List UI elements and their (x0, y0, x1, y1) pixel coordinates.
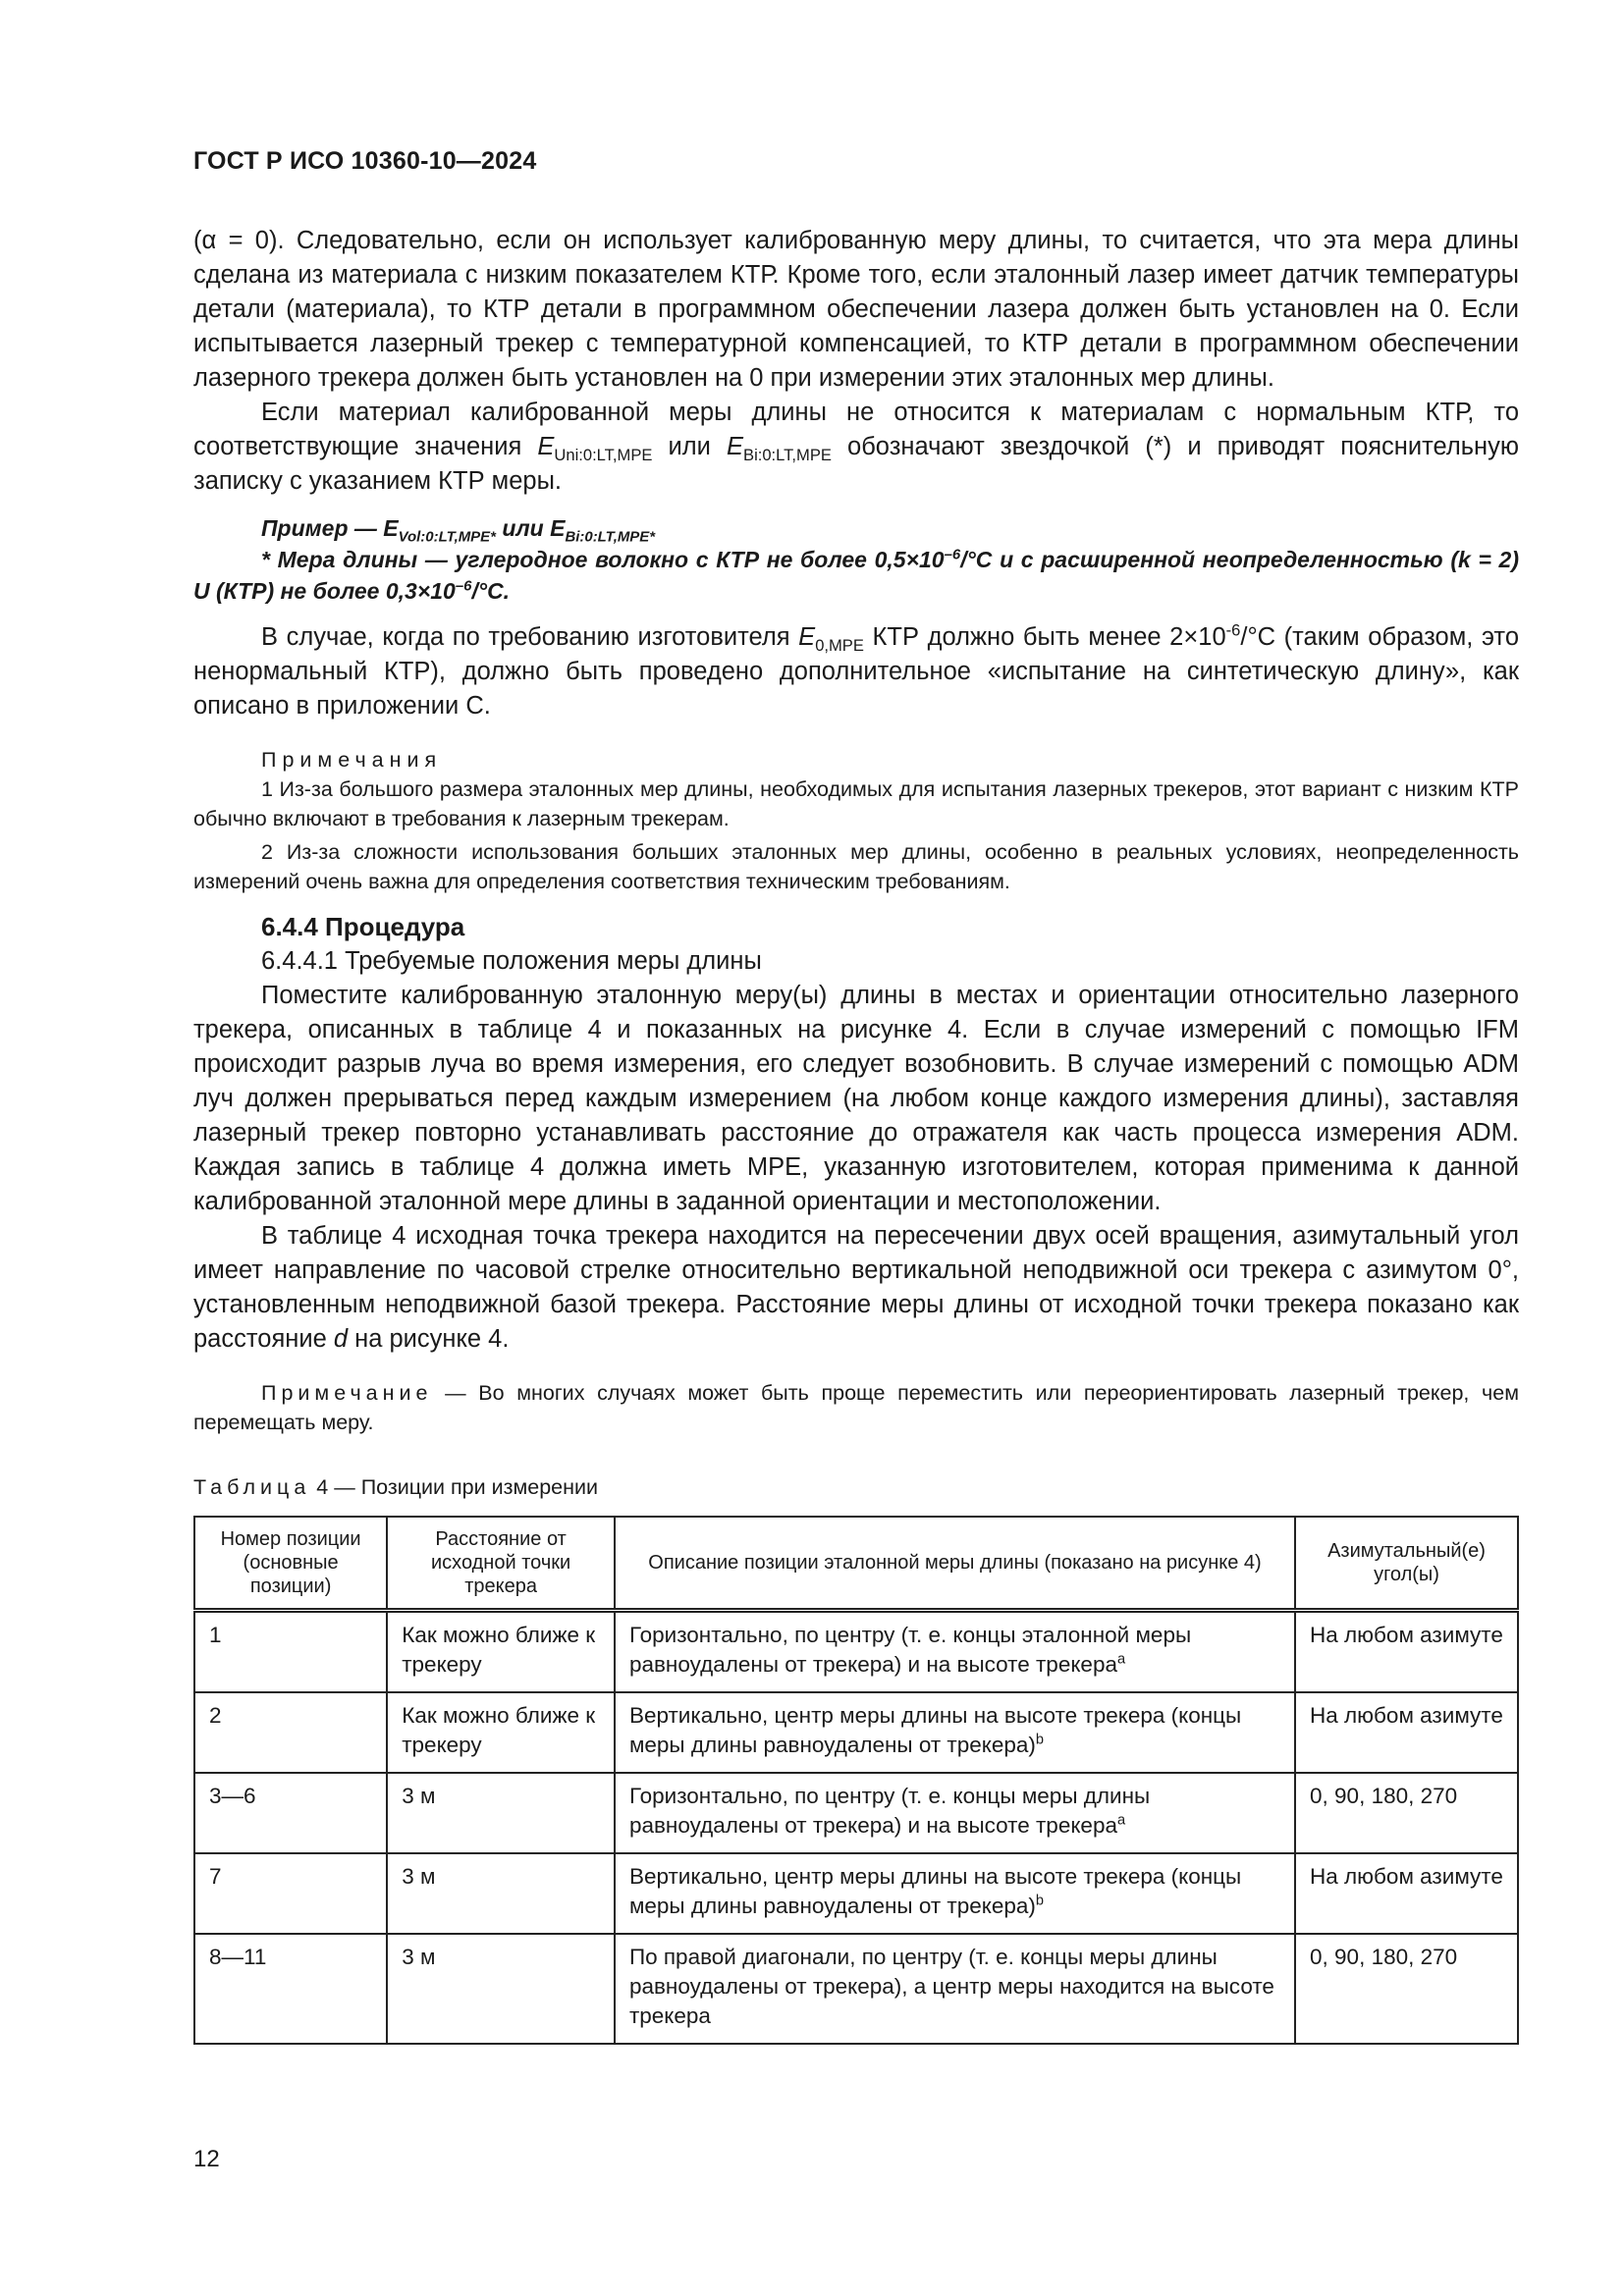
cell-azimuth: На любом азимуте (1295, 1692, 1518, 1773)
cell-position: 3—6 (194, 1773, 387, 1853)
cell-position: 7 (194, 1853, 387, 1934)
col-header-description: Описание позиции эталонной меры длины (показано на рисунке 4) (615, 1517, 1295, 1611)
table-row (194, 1773, 1518, 1853)
example-text: * Мера длины — углеродное волокно с КТР не более $0,5\times 10^{-6}/^\circ С$ и с расширенной неопределенностью (k = 2) U (КТР) не более $0,3\times 10^{-6}/^\circ С$. (193, 546, 1519, 604)
paragraph-5: В таблице 4 исходная точка трекера находится на пересечении двух осей вращения, азимутальный угол имеет направление по часовой стрелке относительно вертикальной неподвижной оси трекера с азимутом 0°, установленным неподвижной базой трекера. Расстояние меры длины от исходной точки трекера показано как расстояние d на рисунке 4. (193, 1222, 1519, 1353)
table-caption: Таблица 4 — Позиции при измерении (193, 1475, 599, 1499)
table-row (194, 1611, 1518, 1693)
note-1: 1 Из-за большого размера эталонных мер длины, необходимых для испытания лазерных трекеров, этот вариант с низким КТР обычно включают в требования к лазерным трекерам. (193, 777, 1519, 830)
subsection-heading: 6.4.4.1 Требуемые положения меры длины (261, 947, 762, 975)
section-heading: 6.4.4 Процедура (261, 912, 465, 941)
cell-azimuth: 0, 90, 180, 270 (1295, 1934, 1518, 2044)
notes-heading: Примечания (261, 748, 443, 772)
paragraph-3: В случае, когда по требованию изготовителя $E_{0,MPE}$ КТР должно быть менее $2\times 10^{-6}/^\circ С$ (таким образом, это ненормальный КТР), должно быть проведено дополнительное «испытание на синтетическую длину», как описано в приложении С. (193, 620, 1519, 720)
cell-position: 1 (194, 1611, 387, 1693)
col-header-azimuth: Азимутальный(е) угол(ы) (1295, 1517, 1518, 1611)
document-body (193, 224, 1519, 2045)
col-header-position: Номер позиции (основные позиции) (194, 1517, 387, 1611)
cell-azimuth: 0, 90, 180, 270 (1295, 1773, 1518, 1853)
example-heading: Пример — $E_{Vol:0:LT,MPE*}$ или $E_{Bi:0:LT,MPE*}$ (261, 515, 656, 546)
cell-distance: Как можно ближе к трекеру (387, 1611, 615, 1693)
document-header-title: ГОСТ Р ИСО 10360-10—2024 (193, 147, 537, 175)
cell-description: Вертикально, центр меры длины на высоте трекера (концы меры длины равноудалены от трекера)$^b$ (615, 1692, 1295, 1773)
table-row (194, 1934, 1518, 2044)
paragraph-2: Если материал калиброванной меры длины не относится к материалам с нормальным КТР, то соответствующие значения $E_{Uni:0:LT,MPE}$ или $E_{Bi:0:LT,MPE}$ обозначают звездочкой (*) и приводят пояснительную записку с указанием КТР меры. (193, 399, 1519, 495)
page-number: 12 (193, 2146, 220, 2172)
cell-distance: 3 м (387, 1934, 615, 2044)
cell-distance: 3 м (387, 1853, 615, 1934)
table-header-row (194, 1517, 1518, 1611)
col-header-distance: Расстояние от исходной точки трекера (387, 1517, 615, 1611)
paragraph-4: Поместите калиброванную эталонную меру(ы) длины в местах и ориентации относительно лазерного трекера, описанных в таблице 4 и показанных на рисунке 4. Если в случае измерений с помощью IFM происходит разрыв луча во время измерения, его следует возобновить. В случае измерений с помощью ADM луч должен прерываться перед каждым измерением (на любом конце каждого измерения длины), заставляя лазерный трекер повторно устанавливать расстояние до отражателя как часть процесса измерения ADM. Каждая запись в таблице 4 должна иметь МРЕ, указанную изготовителем, которая применима к данной калиброванной эталонной мере длины в заданной ориентации и местоположении. (193, 982, 1519, 1215)
cell-description: Горизонтально, по центру (т. е. концы меры длины равноудалены от трекера) и на высоте трекера$^a$ (615, 1773, 1295, 1853)
note-2: 2 Из-за сложности использования больших эталонных мер длины, особенно в реальных условиях, неопределенность измерений очень важна для определения соответствия техническим требованиям. (193, 840, 1519, 893)
table-row (194, 1853, 1518, 1934)
cell-description: По правой диагонали, по центру (т. е. концы меры длины равноудалены от трекера), а центр меры находится на высоте трекера (615, 1934, 1295, 2044)
cell-position: 2 (194, 1692, 387, 1773)
cell-distance: 3 м (387, 1773, 615, 1853)
cell-azimuth: На любом азимуте (1295, 1853, 1518, 1934)
cell-description: Вертикально, центр меры длины на высоте трекера (концы меры длины равноудалены от трекера)$^b$ (615, 1853, 1295, 1934)
cell-azimuth: На любом азимуте (1295, 1611, 1518, 1693)
paragraph-1: (α = 0). Следовательно, если он использует калиброванную меру длины, то считается, что эта мера длины сделана из материала с низким показателем КТР. Кроме того, если эталонный лазер имеет датчик температуры детали (материала), то КТР детали в программном обеспечении лазера должен быть установлен на 0. Если испытывается лазерный трекер с температурной компенсацией, то КТР детали в программном обеспечении лазерного трекера должен быть установлен на 0 при измерении этих эталонных мер длины. (193, 227, 1519, 392)
table-row (194, 1692, 1518, 1773)
note-inline: Примечание — Во многих случаях может быть проще переместить или переориентировать лазерный трекер, чем перемещать меру. (193, 1381, 1519, 1434)
positions-table (193, 1516, 1519, 2045)
cell-position: 8—11 (194, 1934, 387, 2044)
cell-description: Горизонтально, по центру (т. е. концы эталонной меры равноудалены от трекера) и на высоте трекера$^a$ (615, 1611, 1295, 1693)
cell-distance: Как можно ближе к трекеру (387, 1692, 615, 1773)
